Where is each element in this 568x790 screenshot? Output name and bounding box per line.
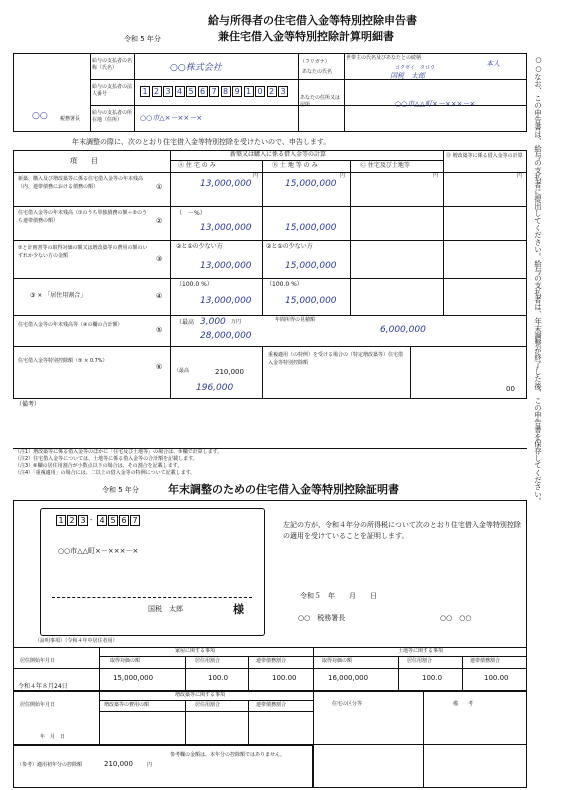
note-2: （注2）住宅借入金等については、土地等に係る借入金等の合計額を記載します。 (15, 456, 198, 462)
corp-digit[interactable]: 5 (186, 86, 196, 97)
postal-digit: 1 (56, 515, 66, 526)
row5-max-label: （最高 (176, 319, 195, 326)
row4-label: ③ × 「居住用割合」 (30, 292, 87, 299)
row2-label: 住宅借入金等の年末残高（①のうち単独債務の額＋②のうち連帯債務の額） (18, 210, 147, 224)
postal-digit: 4 (97, 515, 107, 526)
payer-name-value[interactable]: ○○株式会社 (170, 63, 222, 73)
row2-num: ② (156, 217, 163, 225)
cert-date: 令和５ 年 月 日 (300, 592, 377, 600)
ref-value: 210,000 (104, 760, 133, 768)
yen-label: 円 (340, 173, 346, 179)
move-date-label: 居住開始年月日 (20, 658, 56, 664)
cert-name: 国税 太郎 (148, 605, 183, 613)
corp-digit[interactable]: 2 (152, 86, 162, 97)
note-4: （注4）「重複適用」の場合には、二以上の借入金等の特例について記載します。 (15, 470, 196, 476)
house-land-table (13, 647, 527, 691)
cert-office: ○○ 税務署長 (298, 614, 346, 622)
cert-year: 令和 5 年分 (102, 486, 139, 494)
relation-value[interactable]: 本人 (486, 60, 500, 68)
corp-digit[interactable]: 9 (232, 86, 242, 97)
row5-label: 住宅借入金等の年末残高等（④の欄の合計額） (18, 322, 123, 328)
side-note: ○○なお、この申告書は、給与の支払者に提出してください。給与の支払者は、年末調整が終了した後、この申告書を保存してください。 (534, 55, 543, 505)
row6-label: 住宅借入金等特別控除額（⑤ × 0.7%） (18, 358, 108, 364)
reno-ratio-label: 居住用割合 (195, 702, 221, 708)
reno-header: 増改築等に関する事項 (175, 692, 226, 698)
corp-digit[interactable]: 2 (267, 86, 277, 97)
payer-address-label: 給与の支払者の所在地（住所） (92, 110, 133, 123)
postal-digit: 3 (78, 515, 88, 526)
row3-b[interactable]: 15,000,000 (285, 261, 337, 271)
form-title: 給与所得者の住宅借入金等特別控除申告書 (208, 14, 417, 27)
house-ratio-value: 100.0 (208, 674, 229, 682)
row1-b[interactable]: 15,000,000 (285, 179, 337, 189)
row6-num: ⑥ (156, 363, 163, 371)
postal-digit: 5 (108, 515, 118, 526)
cert-title: 年末調整のための住宅借入金等特別控除証明書 (168, 483, 399, 496)
row4-b-pct: （100.0 %） (266, 281, 303, 288)
row4-b[interactable]: 15,000,000 (285, 296, 337, 306)
land-header: 土地等に関する事項 (398, 648, 444, 654)
row5-total[interactable]: 28,000,000 (200, 331, 252, 341)
house-joint-value: 100.00 (272, 674, 297, 682)
postal-digit: 6 (119, 515, 129, 526)
row2-b[interactable]: 15,000,000 (285, 223, 337, 233)
postal-digit: 2 (67, 515, 77, 526)
land-joint-value: 100.00 (484, 674, 509, 682)
row5-max: 3,000 (200, 317, 226, 327)
intro-text: 年末調整の際に、次のとおり住宅借入金等特別控除を受けたいので、申告します。 (72, 138, 331, 146)
ref-label: （参考）適用初年分の控除額 (17, 762, 83, 768)
row2-a[interactable]: 13,000,000 (200, 223, 252, 233)
house-price-label: 取得対価の額 (110, 658, 141, 664)
person-address-value[interactable]: ○○市△△町×－×××－× (395, 100, 476, 108)
person-address-label: あなたの住所又は居所 (300, 95, 341, 108)
row3-a-pre: ②と①の少ない方 (176, 243, 223, 250)
row6-limit-label: （最高 (174, 368, 190, 374)
row1-num: ① (156, 183, 163, 191)
row3-num: ③ (156, 255, 163, 263)
ref-note: 参考欄の金額は、本年分の控除額ではありません。 (170, 752, 286, 758)
payer-address-value[interactable]: ○○市△×－××－× (140, 114, 203, 122)
house-ratio-label: 居住用割合 (195, 658, 221, 664)
payer-name-label: 給与の支払者の名称（氏名） (92, 58, 133, 71)
reno-joint-label: 連帯債務割合 (256, 702, 287, 708)
remarks-label: （備考） (16, 401, 41, 408)
cert-remarks-label: 備 考 (453, 701, 474, 707)
relation-note: 世帯主の氏名及びあなたとの続柄 (346, 55, 422, 61)
col-b-header: Ⓑ 土 地 等 の み (272, 162, 318, 169)
house-header: 家屋に関する事項 (175, 648, 216, 654)
form-year: 令和 5 年分 (124, 35, 161, 43)
col-d-header: Ⓓ 増改築等に係る借入金等の計算 (446, 153, 523, 159)
corp-digit[interactable]: 1 (244, 86, 254, 97)
ref-yen: 円 (147, 762, 153, 768)
house-joint-label: 連帯債務割合 (256, 658, 287, 664)
land-joint-label: 連帯債務割合 (470, 658, 501, 664)
row4-a[interactable]: 13,000,000 (200, 296, 252, 306)
postal-dash: - (90, 516, 93, 524)
row2-a-pct: （ －%） (176, 210, 206, 217)
income-value[interactable]: 6,000,000 (380, 325, 426, 335)
form-subtitle: 兼住宅借入金等特別控除計算明細書 (218, 30, 394, 43)
furigana-label: （フリガナ） (300, 59, 330, 65)
reno-ymd: 年 月 日 (40, 734, 66, 740)
row4-num: ④ (156, 292, 163, 300)
corp-number-label: 給与の支払者の法人番号 (92, 84, 133, 97)
cert-items-label: （証明事項）（令和４年中居住者用） (35, 638, 118, 644)
tax-office-suffix: 税務署長 (60, 116, 81, 122)
row1-label: 新築、購入及び増改築等に係る住宅借入金等の年末残高（内、連帯債務における債務の額） (18, 176, 144, 190)
corp-digit[interactable]: 7 (209, 86, 219, 97)
person-name-label: あなたの氏名 (302, 69, 333, 75)
col-c-header: Ⓒ 住宅及び土地等 (360, 162, 410, 169)
group-header: 新築又は購入に係る借入金等の計算 (230, 151, 327, 158)
row3-b-pre: ②と①の少ない方 (266, 243, 313, 250)
move-date-value: 令和４年８月24日 (18, 683, 68, 690)
row6-deduct[interactable]: 196,000 (196, 383, 234, 393)
reno-date-label: 居住開始年月日 (20, 702, 56, 708)
corp-digit[interactable]: 8 (221, 86, 231, 97)
house-price-value: 15,000,000 (113, 674, 154, 682)
corp-digit[interactable]: 1 (140, 86, 150, 97)
special-label: 重複適用（の特例）を受ける場合の（特定増改築等）住宅借入金等特別控除額 (268, 352, 404, 366)
note-3: （注3）⑥欄の居住用割合が小数点以下の場合は、その割合を記載します。 (15, 463, 183, 469)
note-1: （注1）増改築等に係る借入金等のほかに「住宅及び土地等」の場合は、⑤欄で計算します。 (15, 449, 223, 455)
land-price-value: 16,000,000 (328, 674, 369, 682)
income-label: 年間所得の見積額 (275, 317, 316, 323)
land-price-label: 取得対価の額 (322, 658, 353, 664)
type-label: 住宅の区分等 (332, 701, 363, 707)
furigana-value[interactable]: コクゼイ タロウ (395, 65, 435, 71)
corp-digit[interactable]: 3 (278, 86, 288, 97)
row3-label: ②と計画書等の取得対価の額又は増改築等の費用の額のいずれか少ない方の金額 (18, 245, 148, 259)
item-header: 項 目 (70, 157, 98, 165)
col-a-header: Ⓐ 住 宅 の み (178, 162, 216, 169)
yen-label: 円 (433, 173, 439, 179)
yen-label: 円 (517, 173, 523, 179)
corp-digit[interactable]: 3 (163, 86, 173, 97)
reno-cost-label: 増改築等の費用の額 (104, 702, 150, 708)
row5-num: ⑤ (156, 326, 163, 334)
land-ratio-label: 居住用割合 (407, 658, 433, 664)
row6-limit: 210,000 (215, 368, 244, 376)
cert-officer: ○○ ○○ (440, 614, 472, 622)
row6-last[interactable]: 00 (506, 385, 515, 393)
corp-digit[interactable]: 0 (255, 86, 265, 97)
land-ratio-value: 100.0 (422, 674, 443, 682)
cert-sama: 様 (233, 603, 244, 616)
postal-digit: 7 (130, 515, 140, 526)
address-window (40, 508, 265, 636)
cert-address: ○○市△△町×－×××－× (58, 547, 139, 555)
row4-a-pct: （100.0 %） (176, 281, 213, 288)
yen-label: 円 (253, 173, 259, 179)
tax-office-name: ○○ (32, 111, 48, 121)
row5-max-unit: 万円 (231, 319, 242, 325)
row1-a[interactable]: 13,000,000 (200, 179, 252, 189)
person-name-value[interactable]: 国税 太郎 (390, 72, 425, 80)
corp-digit[interactable]: 4 (175, 86, 185, 97)
corp-digit[interactable]: 6 (198, 86, 208, 97)
cert-statement: 左記の方が、令和４年分の所得税について次のとおり住宅借入金等特別控除の適用を受けていることを証明します。 (283, 521, 521, 540)
row3-a[interactable]: 13,000,000 (200, 261, 252, 271)
